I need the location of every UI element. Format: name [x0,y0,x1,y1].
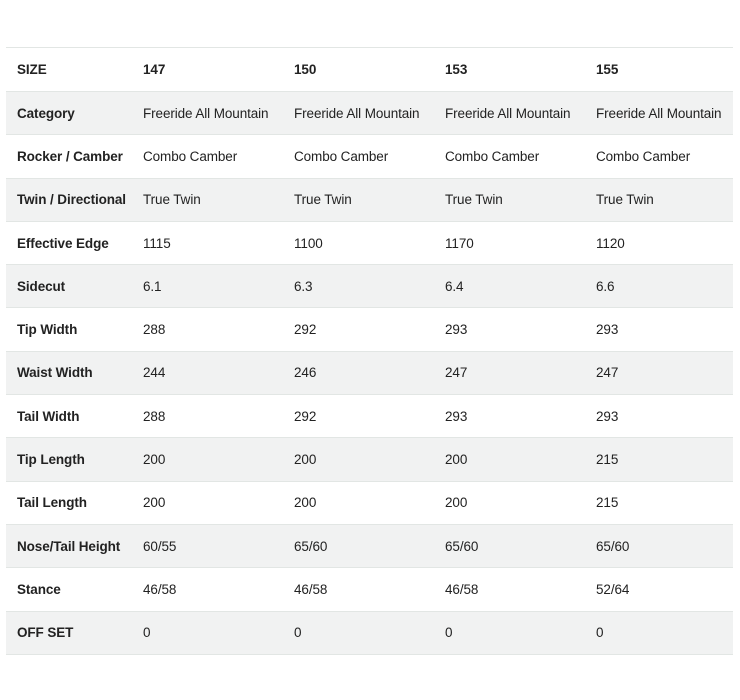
spec-value: 200 [433,438,584,481]
spec-label: Category [6,92,131,135]
spec-value: 6.3 [282,265,433,308]
table-row [6,395,733,438]
spec-value: 200 [282,438,433,481]
spec-value: 0 [131,611,282,654]
table-row [6,351,733,394]
spec-value: 293 [584,395,733,438]
spec-value: 0 [433,611,584,654]
table-row [6,135,733,178]
table-row [6,308,733,351]
spec-label: Stance [6,568,131,611]
spec-label: Sidecut [6,265,131,308]
spec-value: Freeride All Mountain [131,92,282,135]
spec-label: Twin / Directional [6,178,131,221]
table-row [6,611,733,654]
size-column-header: 153 [433,48,584,92]
spec-value: 200 [131,438,282,481]
spec-value: 215 [584,481,733,524]
table-row [6,438,733,481]
spec-label: Tail Length [6,481,131,524]
spec-value: 60/55 [131,524,282,567]
spec-value: 292 [282,395,433,438]
spec-value: 244 [131,351,282,394]
table-row [6,568,733,611]
table-row [6,221,733,264]
spec-value: 46/58 [282,568,433,611]
size-column-header: 155 [584,48,733,92]
spec-value: 1170 [433,221,584,264]
spec-label: Tip Width [6,308,131,351]
spec-value: True Twin [433,178,584,221]
spec-value: True Twin [584,178,733,221]
size-header-label: SIZE [6,48,131,92]
spec-value: 0 [584,611,733,654]
spec-value: 288 [131,308,282,351]
spec-value: 65/60 [282,524,433,567]
spec-label: Tip Length [6,438,131,481]
spec-value: Combo Camber [433,135,584,178]
spec-value: Freeride All Mountain [433,92,584,135]
spec-value: 247 [433,351,584,394]
spec-value: 46/58 [131,568,282,611]
spec-value: 200 [433,481,584,524]
spec-value: 200 [282,481,433,524]
spec-value: 1115 [131,221,282,264]
spec-value: 1120 [584,221,733,264]
spec-value: 288 [131,395,282,438]
spec-value: Freeride All Mountain [282,92,433,135]
spec-value: Freeride All Mountain [584,92,733,135]
table-row [6,178,733,221]
spec-label: Rocker / Camber [6,135,131,178]
size-column-header: 150 [282,48,433,92]
spec-value: 1100 [282,221,433,264]
spec-value: 46/58 [433,568,584,611]
snowboard-spec-table [6,47,733,655]
spec-value: 247 [584,351,733,394]
spec-value: 52/64 [584,568,733,611]
spec-value: 293 [433,308,584,351]
spec-value: 200 [131,481,282,524]
table-row [6,481,733,524]
spec-value: 6.4 [433,265,584,308]
spec-label: Effective Edge [6,221,131,264]
table-row [6,265,733,308]
spec-value: 6.1 [131,265,282,308]
spec-label: Nose/Tail Height [6,524,131,567]
spec-value: 65/60 [433,524,584,567]
spec-value: 0 [282,611,433,654]
table-row [6,524,733,567]
spec-value: 65/60 [584,524,733,567]
spec-value: 246 [282,351,433,394]
spec-label: Waist Width [6,351,131,394]
spec-label: OFF SET [6,611,131,654]
spec-value: Combo Camber [282,135,433,178]
spec-value: 6.6 [584,265,733,308]
spec-value: 215 [584,438,733,481]
spec-value: True Twin [131,178,282,221]
spec-value: Combo Camber [131,135,282,178]
table-row [6,92,733,135]
table-body [6,92,733,655]
spec-value: 292 [282,308,433,351]
spec-label: Tail Width [6,395,131,438]
spec-value: Combo Camber [584,135,733,178]
spec-value: 293 [584,308,733,351]
table-header-row [6,48,733,92]
size-column-header: 147 [131,48,282,92]
spec-value: 293 [433,395,584,438]
spec-value: True Twin [282,178,433,221]
